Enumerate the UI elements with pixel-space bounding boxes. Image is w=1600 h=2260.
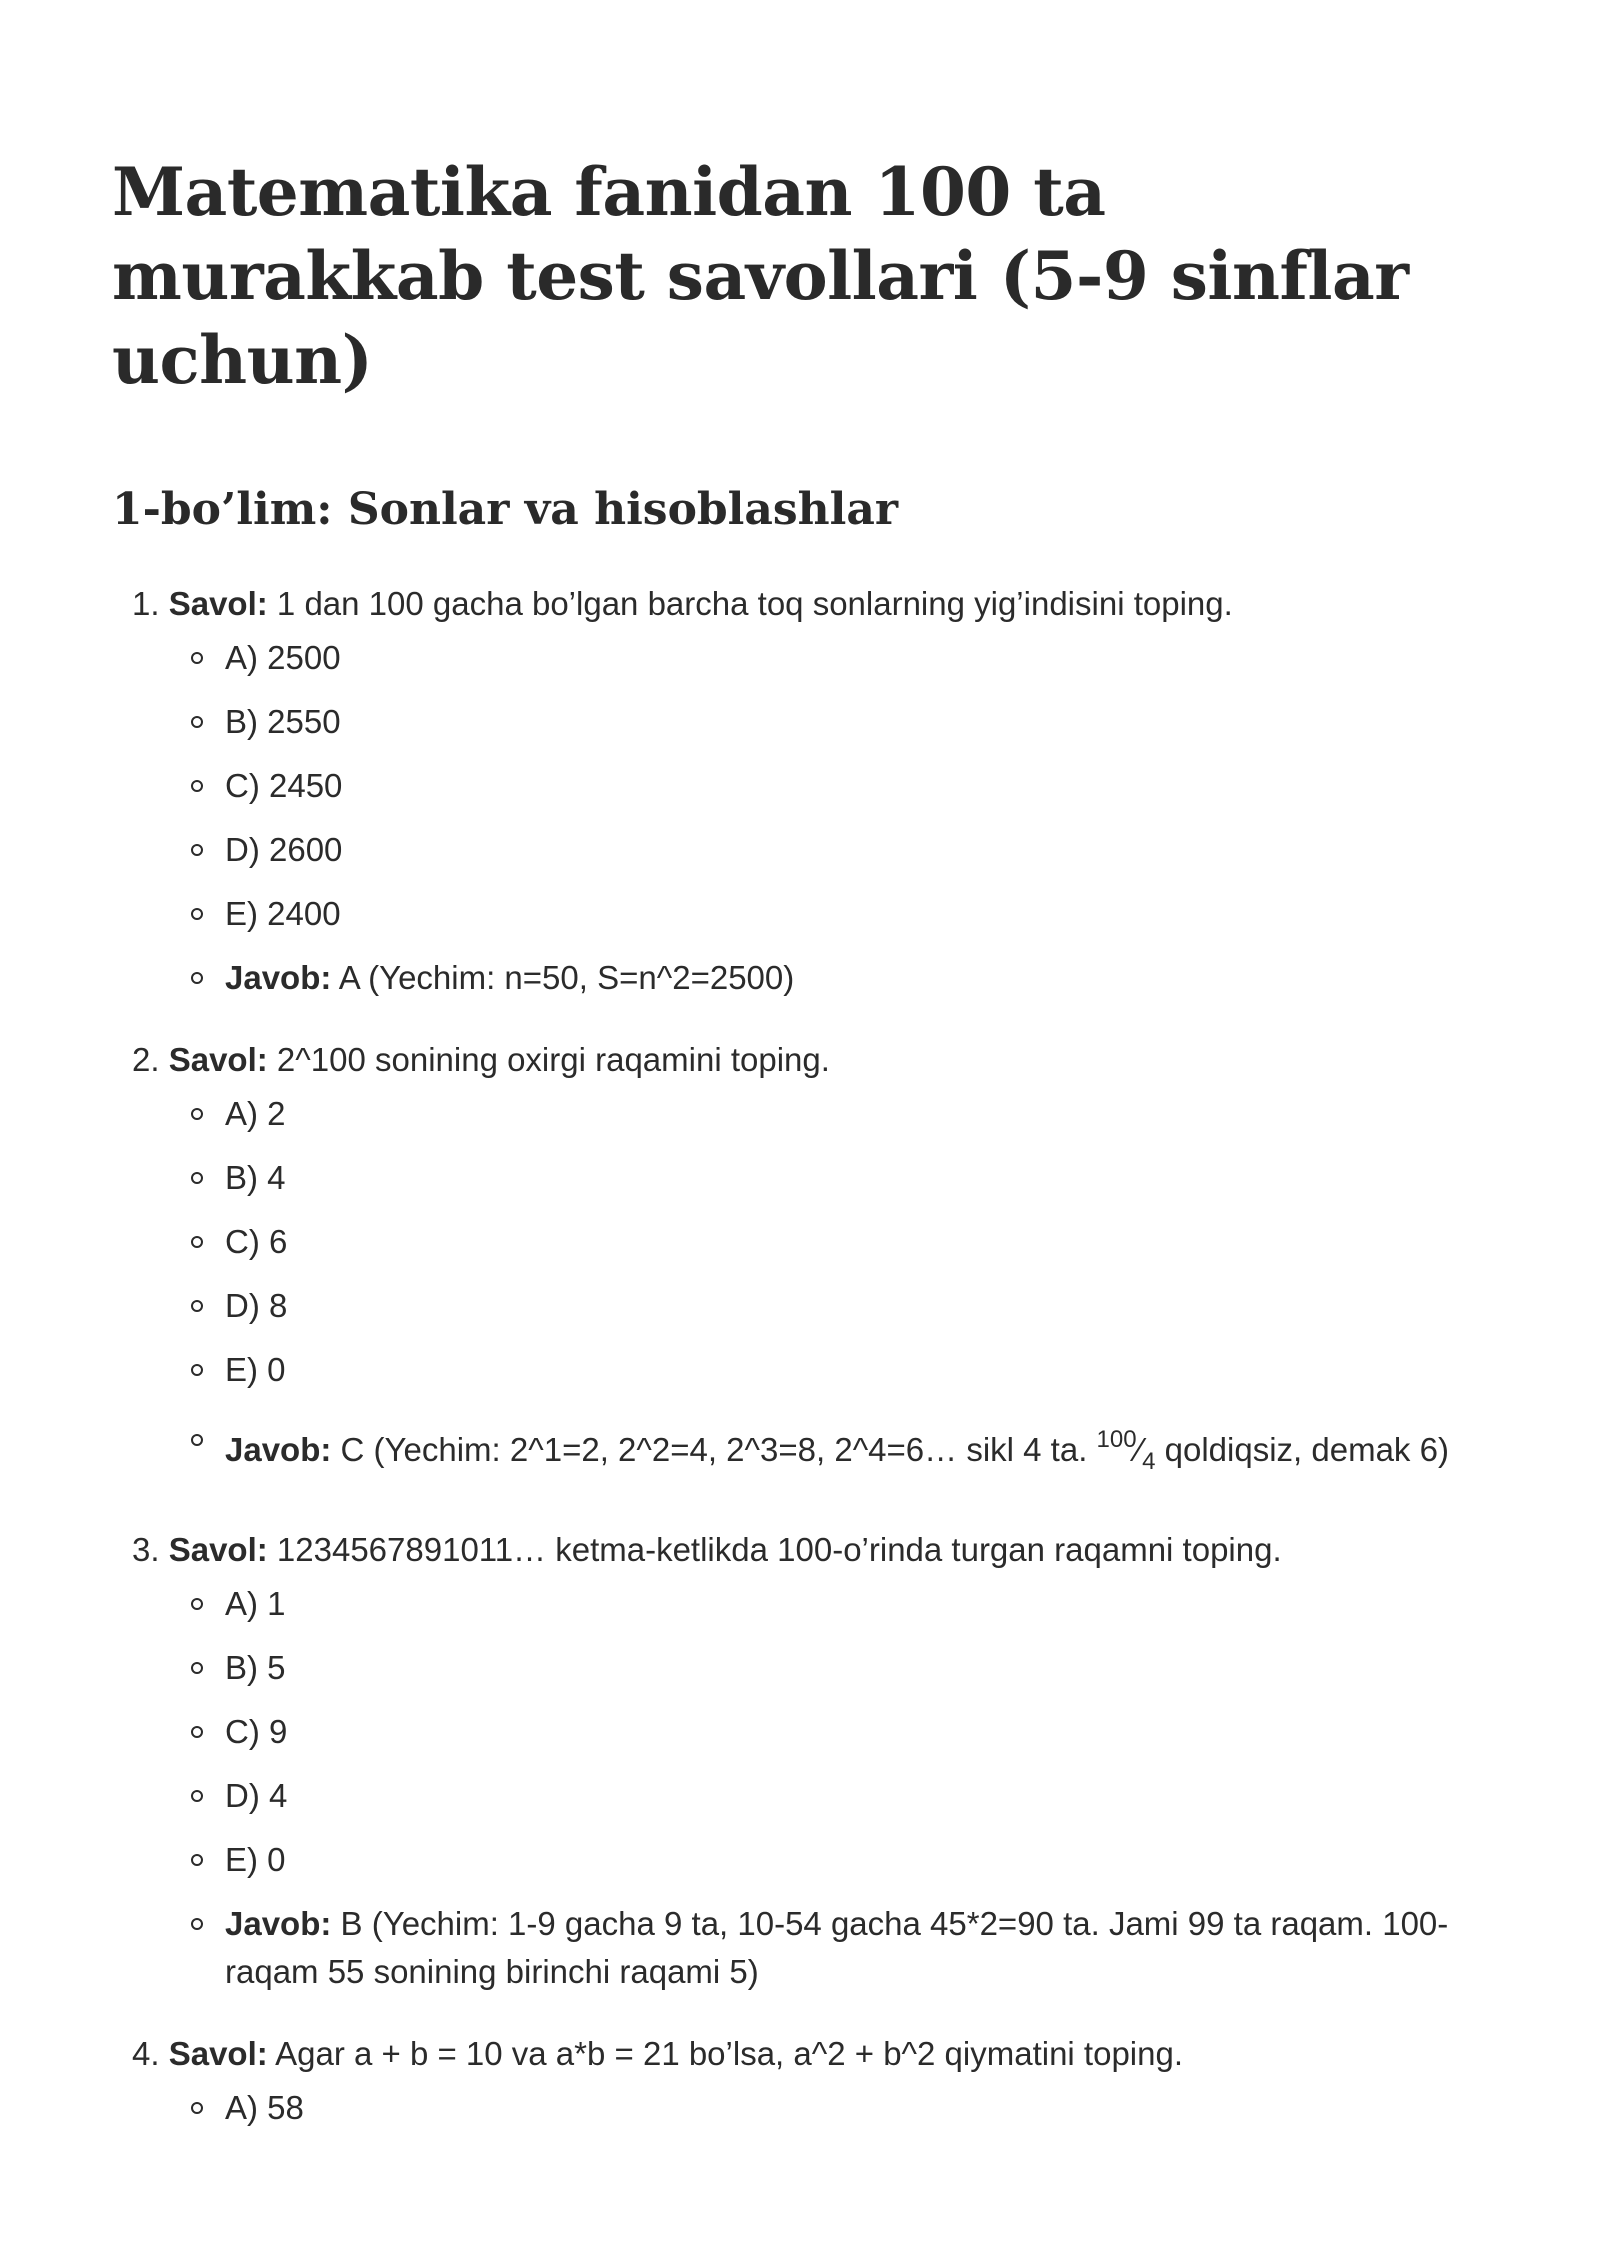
circle-bullet-icon (191, 1726, 203, 1738)
savol-label: Savol: (168, 1531, 268, 1568)
circle-bullet-icon (191, 1364, 203, 1376)
option-text: A) 1 (225, 1585, 286, 1622)
question-2 (112, 1038, 1492, 1492)
option-item (112, 634, 1492, 682)
option-list (112, 2084, 1492, 2132)
question-line (112, 582, 1492, 626)
question-text: 1234567891011… ketma-ketlikda 100-o’rinda turgan raqamni toping. (276, 1531, 1282, 1568)
option-list (112, 1580, 1492, 1996)
option-item (112, 1282, 1492, 1330)
option-text: C) 9 (225, 1713, 288, 1750)
answer-text: B (Yechim: 1-9 gacha 9 ta, 10-54 gacha 45*2=90 ta. Jami 99 ta raqam. 100-raqam 55 sonining birinchi raqami 5) (225, 1905, 1449, 1990)
option-item (112, 1090, 1492, 1138)
option-item (112, 1708, 1492, 1756)
question-list (112, 582, 1492, 2132)
option-item (112, 698, 1492, 746)
question-text: Agar a + b = 10 va a*b = 21 bo’lsa, a^2 + b^2 qiymatini toping. (275, 2035, 1184, 2072)
question-number: 3. (132, 1531, 160, 1568)
circle-bullet-icon (191, 1172, 203, 1184)
fraction (1096, 1426, 1156, 1475)
option-text: D) 8 (225, 1287, 288, 1324)
option-item (112, 1772, 1492, 1820)
option-text: B) 5 (225, 1649, 286, 1686)
circle-bullet-icon (191, 652, 203, 664)
circle-bullet-icon (191, 1854, 203, 1866)
fraction-numerator: 100 (1096, 1426, 1137, 1453)
circle-bullet-icon (191, 1300, 203, 1312)
circle-bullet-icon (191, 2102, 203, 2114)
question-1 (112, 582, 1492, 1002)
answer-text: A (Yechim: n=50, S=n^2=2500) (338, 959, 795, 996)
question-number: 4. (132, 2035, 160, 2072)
answer-item (112, 1900, 1492, 1996)
page-title: Matematika fanidan 100 ta murakkab test savollari (5-9 sinflar uchun) (112, 153, 1409, 399)
fraction-slash: ⁄ (1136, 1431, 1143, 1468)
circle-bullet-icon (191, 1662, 203, 1674)
option-item (112, 1154, 1492, 1202)
question-3 (112, 1528, 1492, 1996)
section-title: 1-bo’lim: Sonlar va hisoblashlar (112, 484, 899, 535)
circle-bullet-icon (191, 972, 203, 984)
circle-bullet-icon (191, 908, 203, 920)
option-item (112, 762, 1492, 810)
option-item (112, 826, 1492, 874)
circle-bullet-icon (191, 1598, 203, 1610)
question-line (112, 2032, 1492, 2076)
savol-label: Savol: (168, 1041, 268, 1078)
option-text: C) 2450 (225, 767, 343, 804)
option-text: E) 0 (225, 1351, 286, 1388)
circle-bullet-icon (191, 1918, 203, 1930)
answer-text-end: qoldiqsiz, demak 6) (1164, 1431, 1449, 1468)
javob-label: Javob: (225, 1431, 332, 1468)
question-text: 2^100 sonining oxirgi raqamini toping. (276, 1041, 830, 1078)
answer-item (112, 1410, 1492, 1492)
option-item (112, 2084, 1492, 2132)
circle-bullet-icon (191, 1434, 203, 1446)
question-text: 1 dan 100 gacha bo’lgan barcha toq sonlarning yig’indisini toping. (276, 585, 1233, 622)
option-text: A) 2500 (225, 639, 341, 676)
javob-label: Javob: (225, 1905, 332, 1942)
option-text: E) 2400 (225, 895, 341, 932)
savol-label: Savol: (168, 585, 268, 622)
savol-label: Savol: (168, 2035, 268, 2072)
option-item (112, 1218, 1492, 1266)
question-number: 2. (132, 1041, 160, 1078)
option-text: D) 2600 (225, 831, 343, 868)
option-text: B) 2550 (225, 703, 341, 740)
answer-item (112, 954, 1492, 1002)
option-list (112, 634, 1492, 1002)
circle-bullet-icon (191, 1236, 203, 1248)
question-line (112, 1038, 1492, 1082)
question-line (112, 1528, 1492, 1572)
document-page (112, 150, 1492, 2168)
option-list (112, 1090, 1492, 1492)
fraction-denominator: 4 (1142, 1448, 1156, 1475)
option-text: B) 4 (225, 1159, 286, 1196)
option-text: E) 0 (225, 1841, 286, 1878)
circle-bullet-icon (191, 1790, 203, 1802)
option-item (112, 890, 1492, 938)
option-text: C) 6 (225, 1223, 288, 1260)
question-4 (112, 2032, 1492, 2132)
option-item (112, 1580, 1492, 1628)
option-text: D) 4 (225, 1777, 288, 1814)
answer-text: C (Yechim: 2^1=2, 2^2=4, 2^3=8, 2^4=6… sikl 4 ta. (340, 1431, 1088, 1468)
question-number: 1. (132, 585, 160, 622)
option-item (112, 1644, 1492, 1692)
circle-bullet-icon (191, 1108, 203, 1120)
option-text: A) 2 (225, 1095, 286, 1132)
javob-label: Javob: (225, 959, 332, 996)
option-item (112, 1836, 1492, 1884)
circle-bullet-icon (191, 780, 203, 792)
circle-bullet-icon (191, 716, 203, 728)
circle-bullet-icon (191, 844, 203, 856)
option-item (112, 1346, 1492, 1394)
option-text: A) 58 (225, 2089, 304, 2126)
